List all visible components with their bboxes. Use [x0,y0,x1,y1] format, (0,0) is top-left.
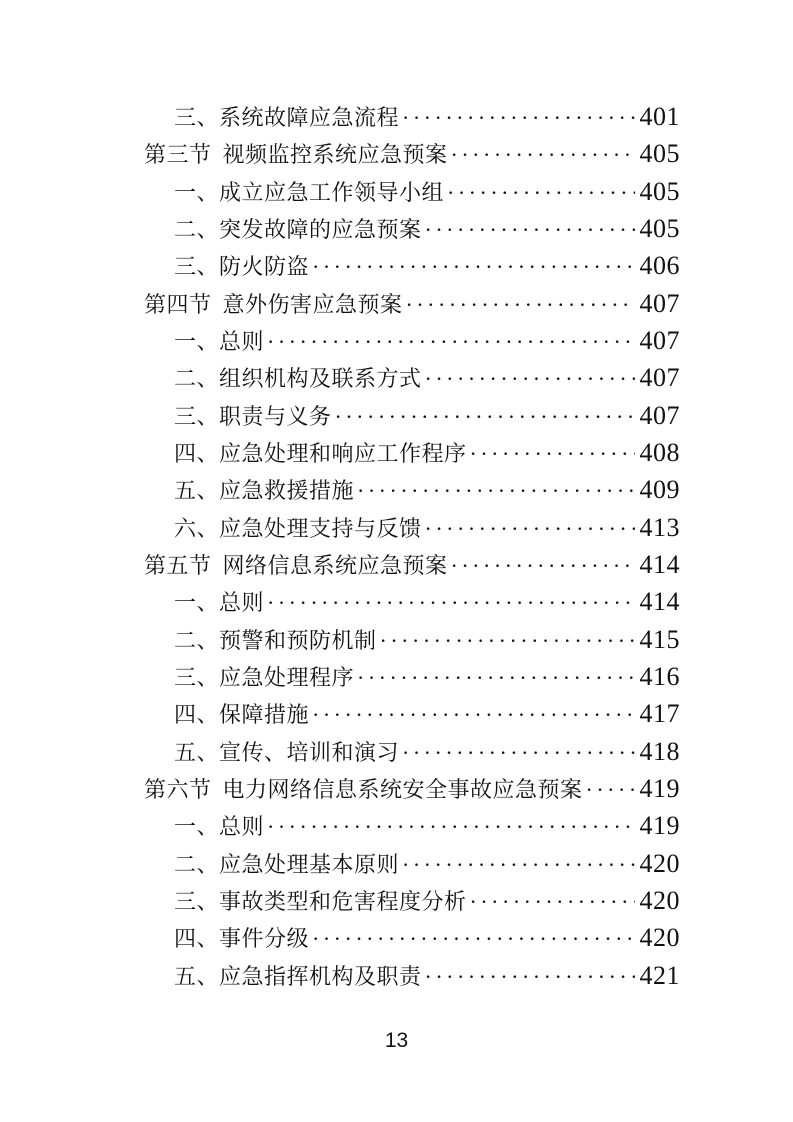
toc-entry-num: 六、 [174,515,220,541]
toc-entry-page: 415 [639,624,680,654]
toc-entry-title: 应急指挥机构及职责 [219,963,422,989]
toc-entry-title: 总则 [219,814,265,840]
toc-entry-num: 三、 [174,888,220,914]
dot-leader [451,547,635,583]
toc-entry-num: 一、 [174,328,220,354]
toc-row [144,695,680,732]
toc-entry-title: 应急处理基本原则 [219,851,400,877]
toc-entry-title: 防火防盗 [219,254,310,280]
toc-entry-title: 总则 [219,590,265,616]
toc-entry-title: 事件分级 [219,926,310,952]
toc-entry-page: 405 [639,213,680,243]
toc-entry-title: 预警和预防机制 [219,627,377,653]
toc-row [144,807,680,844]
dot-leader [267,584,634,620]
toc-row [144,173,680,210]
toc-entry-page: 418 [639,736,680,766]
toc-row [144,98,680,135]
dot-leader [335,398,635,434]
toc-entry-num: 第六节 [144,776,212,802]
toc-entry-title: 成立应急工作领导小组 [219,179,445,205]
toc-entry-num: 三、 [174,105,220,130]
toc-entry-page: 417 [639,699,680,729]
toc-row [144,471,680,508]
toc-entry-page: 421 [639,960,680,990]
dot-leader [357,472,634,508]
toc-entry-num: 五、 [174,963,220,989]
toc-row [144,509,680,546]
toc-row [144,621,680,658]
toc-row [144,546,680,583]
toc-entry-page: 414 [639,549,680,579]
toc-entry-num: 一、 [174,590,220,616]
dot-leader [586,771,635,807]
dot-leader [402,734,634,770]
dot-leader [312,248,634,284]
toc-row [144,434,680,471]
toc-entry-title: 组织机构及联系方式 [219,366,422,392]
toc-entry-num: 二、 [174,366,220,392]
toc-entry-title: 应急处理和响应工作程序 [219,440,467,466]
dot-leader [380,622,635,658]
dot-leader [425,510,635,546]
toc-entry-page: 405 [639,139,680,169]
dot-leader [312,920,634,956]
dot-leader [470,883,635,919]
toc-entry-page: 409 [639,475,680,505]
toc-entry-page: 416 [639,661,680,691]
toc-row [144,845,680,882]
toc-row [144,583,680,620]
toc-row [144,322,680,359]
dot-leader [425,958,635,994]
toc-row [144,882,680,919]
toc-entry-title: 保障措施 [219,702,310,728]
toc-entry-title: 宣传、培训和演习 [219,739,400,765]
toc-row [144,397,680,434]
toc-entry-num: 第五节 [144,552,212,578]
dot-leader [425,360,635,396]
toc-row [144,210,680,247]
toc-entry-page: 420 [639,885,680,915]
dot-leader [470,435,635,471]
toc-entry-title: 网络信息系统应急预案 [222,552,448,578]
toc-entry-title: 总则 [219,328,265,354]
dot-leader [357,659,634,695]
toc-entry-num: 四、 [174,440,220,466]
toc-entry-page: 407 [639,288,680,318]
toc-entry-num: 五、 [174,478,220,504]
toc-entry-num: 三、 [174,254,220,280]
dot-leader [267,323,634,359]
toc-row [144,919,680,956]
toc-entry-page: 419 [639,811,680,841]
toc-row [144,135,680,172]
toc-entry-num: 三、 [174,664,220,690]
toc-entry-title: 应急处理支持与反馈 [219,515,422,541]
toc-entry-num: 二、 [174,627,220,653]
toc-entry-title: 职责与义务 [219,403,332,429]
toc-entry-title: 视频监控系统应急预案 [222,142,448,168]
toc-entry-page: 419 [639,773,680,803]
toc-entry-num: 三、 [174,403,220,429]
toc-row [144,770,680,807]
toc-entry-num: 五、 [174,739,220,765]
dot-leader [402,99,634,135]
toc-entry-page: 408 [639,437,680,467]
toc-row [144,247,680,284]
dot-leader [451,136,635,172]
toc-entry-page: 401 [639,102,680,131]
page-number: 13 [384,1029,409,1052]
dot-leader [425,211,635,247]
dot-leader [402,846,634,882]
dot-leader [447,174,634,210]
dot-leader [406,286,635,322]
toc-entry-title: 应急处理程序 [219,664,355,690]
toc-entry-page: 407 [639,363,680,393]
toc-entry-num: 第四节 [144,291,212,317]
toc-entry-num: 一、 [174,179,220,205]
toc-entry-title: 系统故障应急流程 [219,105,400,130]
toc-entry-page: 407 [639,400,680,430]
dot-leader [312,696,634,732]
toc-entry-page: 406 [639,251,680,281]
toc-row [144,285,680,322]
toc-entry-num: 一、 [174,814,220,840]
toc-entry-num: 四、 [174,702,220,728]
toc-entry-page: 405 [639,176,680,206]
toc-entry-num: 第三节 [144,142,212,168]
toc-list [144,98,680,994]
toc-entry-page: 420 [639,923,680,953]
toc-entry-page: 413 [639,512,680,542]
toc-entry-num: 二、 [174,851,220,877]
toc-entry-title: 应急救援措施 [219,478,355,504]
toc-entry-num: 二、 [174,216,220,242]
toc-row [144,658,680,695]
toc-entry-title: 意外伤害应急预案 [222,291,403,317]
toc-entry-title: 事故类型和危害程度分析 [219,888,467,914]
toc-row [144,733,680,770]
toc-entry-title: 电力网络信息系统安全事故应急预案 [222,776,583,802]
toc-entry-page: 407 [639,325,680,355]
toc-entry-title: 突发故障的应急预案 [219,216,422,242]
toc-entry-num: 四、 [174,926,220,952]
dot-leader [267,808,634,844]
toc-entry-page: 414 [639,587,680,617]
toc-entry-page: 420 [639,848,680,878]
toc-row [144,957,680,994]
toc-row [144,359,680,396]
